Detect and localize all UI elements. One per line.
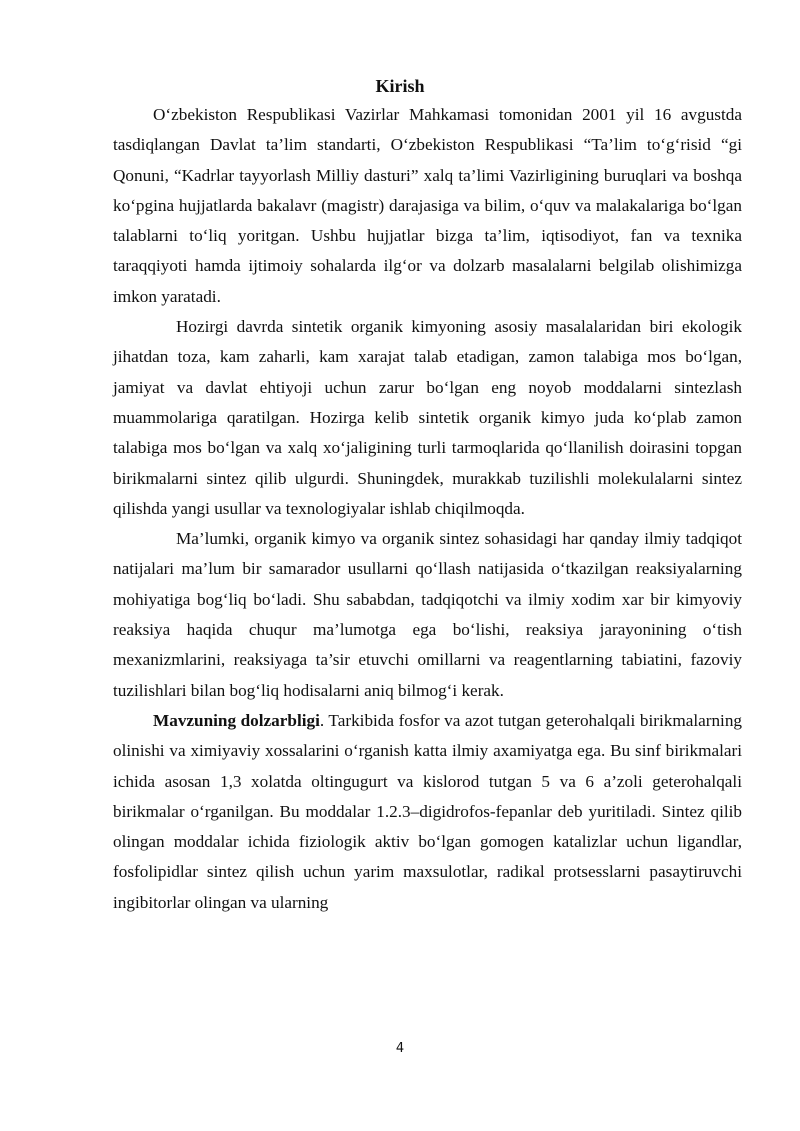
paragraph-research-results: Ma’lumki, organik kimyo va organik sintez sohasidagi har qanday ilmiy tadqiqot natijalari ma’lum bir samarador usullarni qo‘llash natijasida o‘tkazilgan reaksiyalarning mohiyatiga bog‘liq bo‘ladi. Shu sababdan, tadqiqotchi va ilmiy xodim xar bir kimyoviy reaksiya haqida chuqur ma’lumotga ega bo‘lishi, reaksiya jarayonining o‘tish mexanizmlarini, reaksiyaga ta’sir etuvchi omillarni va reagentlarning tabiatini, fazoviy tuzilishlari bilan bog‘liq hodisalarni aniq bilmog‘i kerak. <box>113 529 742 700</box>
relevance-text: . Tarkibida fosfor va azot tutgan geterohalqali birikmalarning olinishi va ximiyaviy xossalarini o‘rganish katta ilmiy axamiyatga ega. Bu sinf birikmalari ichida asosan 1,3 xolatda oltingugurt va kislorod tutgan 5 va 6 a’zoli geterohalqali birikmalar o‘rganilgan. Bu moddalar 1.2.3–digidrofos-fepanlar deb yuritiladi. Sintez qilib olingan moddalar ichida fiziologik aktiv bo‘lgan gomogen katalizlar uchun ligandlar, fosfolipidlar sintez qilish uchun yarim maxsulotlar, radikal protsesslarni pasaytiruvchi ingibitorlar olingan va ularning <box>113 710 743 912</box>
paragraph-relevance <box>113 706 742 918</box>
page-title: Kirish <box>375 76 425 96</box>
paragraph-synthetic-chemistry: Hozirgi davrda sintetik organik kimyoning asosiy masalalaridan biri ekologik jihatdan toza, kam zaharli, kam xarajat talab etadigan, zamon talabiga mos bo‘lgan, jamiyat va davlat ehtiyoji uchun zarur bo‘lgan eng noyob moddalarni sintezlash muammolariga qaratilgan. Hozirga kelib sintetik organik kimyo juda ko‘plab zamon talabiga mos bo‘lgan va xalq xo‘jaligining turli tarmoqlarida qo‘llanilish doirasini topgan birikmalarni sintez qilib ulgurdi. Shuningdek, murakkab tuzilishli molekulalarni sintez qilishda yangi usullar va texnologiyalar ishlab chiqilmoqda. <box>113 317 742 518</box>
relevance-heading: Mavzuning dolzarbligi <box>153 710 320 730</box>
paragraph-intro: O‘zbekiston Respublikasi Vazirlar Mahkamasi tomonidan 2001 yil 16 avgustda tasdiqlangan Davlat ta’lim standarti, O‘zbekiston Respublikasi “Ta’lim to‘g‘risid “gi Qonuni, “Kadrlar tayyorlash Milliy dasturi” xalq ta’limi Vazirligining buruqlari va boshqa ko‘pgina hujjatlarda bakalavr (magistr) darajasiga va bilim, o‘quv va malakalariga bo‘lgan talablarni to‘liq yoritgan. Ushbu hujjatlar bizga ta’lim, iqtisodiyot, fan va texnika taraqqiyoti hamda ijtimoiy sohalarda ilg‘or va dolzarb masalalarni belgilab olishimizga imkon yaratadi. <box>113 105 742 306</box>
page-number: 4 <box>395 1041 405 1056</box>
document-body <box>113 100 742 918</box>
